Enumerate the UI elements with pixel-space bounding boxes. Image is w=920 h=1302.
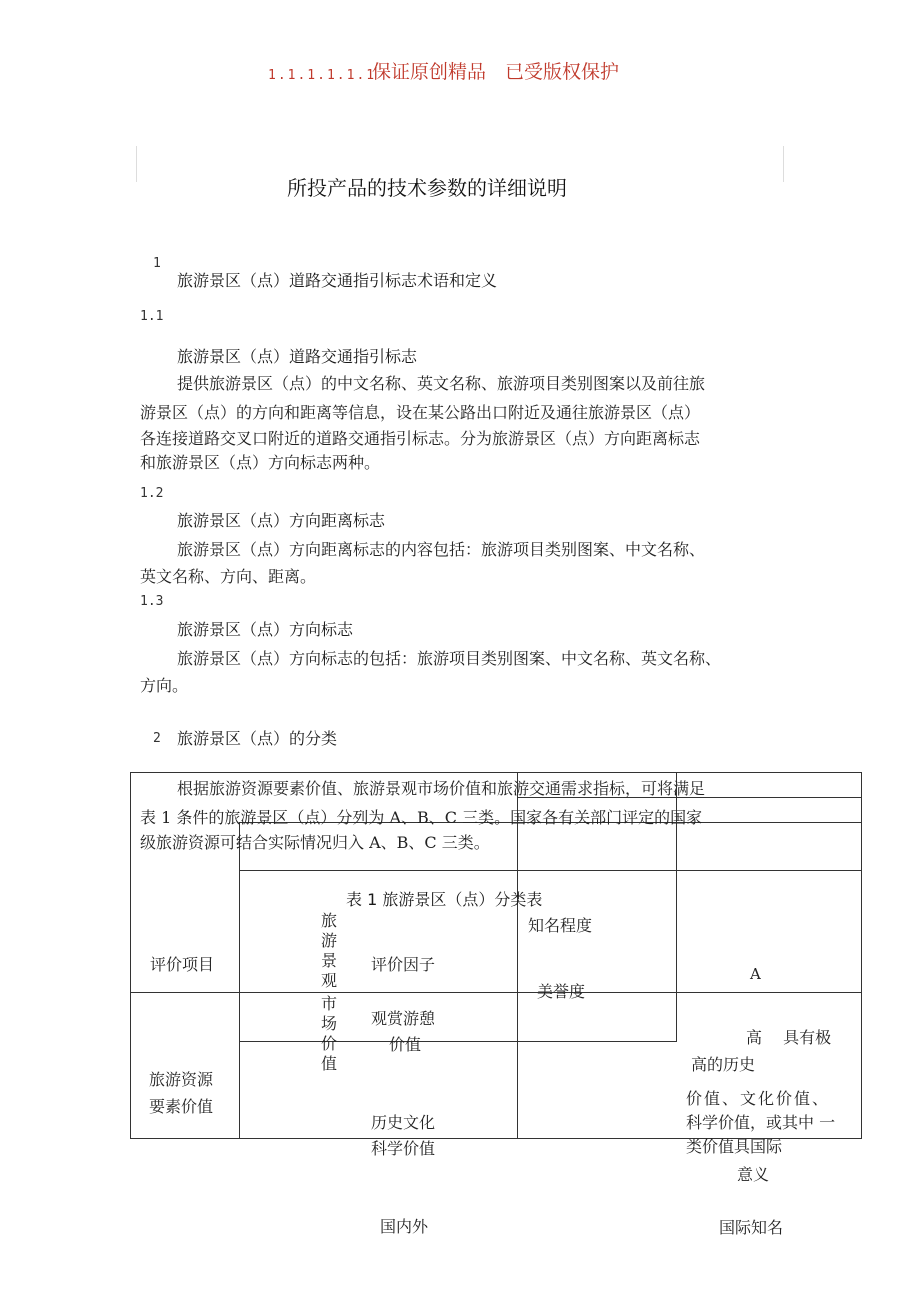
table-line — [861, 772, 862, 1139]
section-2-heading: 旅游景区（点）的分类 — [177, 729, 338, 748]
class-a-text: 高的历史 — [691, 1055, 756, 1074]
paragraph-line: 旅游景区（点）方向距离标志的内容包括：旅游项目类别图案、中文名称、 — [177, 540, 706, 559]
section-1-number: 1 — [153, 256, 161, 271]
paragraph-line: 旅游景区（点）方向标志的包括：旅游项目类别图案、中文名称、英文名称、 — [177, 649, 722, 668]
doc-title: 所投产品的技术参数的详细说明 — [287, 176, 567, 200]
footer-domestic: 国内外 — [380, 1217, 429, 1236]
table-line — [130, 772, 862, 773]
section-1-3-number: 1.3 — [140, 594, 164, 609]
paragraph-line: 英文名称、方向、距离。 — [140, 567, 317, 586]
class-a-text: 高 具有极 — [746, 1028, 832, 1047]
footer-international: 国际知名 — [719, 1218, 784, 1237]
row-resource-line-1: 旅游资源 — [149, 1070, 214, 1089]
section-1-2-number: 1.2 — [140, 486, 164, 501]
copyright-watermark: 保证原创精品 已受版权保护 — [372, 61, 620, 83]
margin-mark-left — [136, 146, 137, 182]
factor-viewing-line-1: 观赏游憩 — [371, 1009, 436, 1028]
section-1-1-paragraph — [140, 370, 800, 476]
header-market-vertical: 市场价值 — [320, 994, 337, 1073]
header-eval-item: 评价项目 — [150, 955, 215, 974]
header-reputation: 美誉度 — [537, 982, 586, 1001]
section-1-2-heading: 旅游景区（点）方向距离标志 — [177, 511, 386, 530]
class-a-text: 科学价值，或其中 一 — [686, 1113, 836, 1132]
paragraph-line: 各连接道路交叉口附近的道路交通指引标志。分为旅游景区（点）方向距离标志 — [140, 429, 701, 448]
row-resource-line-2: 要素价值 — [149, 1097, 214, 1116]
paragraph-line: 和旅游景区（点）方向标志两种。 — [140, 453, 381, 472]
paragraph-line: 级旅游资源可结合实际情况归入 A、B、C 三类。 — [140, 833, 490, 852]
class-a-text: 类价值具国际 — [686, 1137, 783, 1156]
factor-history-line-2: 科学价值 — [371, 1139, 436, 1158]
paragraph-line: 提供旅游景区（点）的中文名称、英文名称、旅游项目类别图案以及前往旅 — [177, 374, 706, 393]
section-1-1-number: 1.1 — [140, 309, 164, 324]
paragraph-line: 表 1 条件的旅游景区（点）分列为 A、B、C 三类。国家各有关部门评定的国家 — [140, 808, 703, 827]
table-line — [130, 772, 131, 1139]
section-1-1-heading: 旅游景区（点）道路交通指引标志 — [177, 347, 418, 366]
table-caption: 表 1 旅游景区（点）分类表 — [346, 890, 543, 909]
table-line — [240, 1041, 677, 1042]
header-eval-factor: 评价因子 — [371, 955, 436, 974]
paragraph-line: 根据旅游资源要素价值、旅游景观市场价值和旅游交通需求指标，可将满足 — [177, 779, 706, 798]
class-a-text: 价值、文化价值、 — [686, 1089, 831, 1108]
factor-history-line-1: 历史文化 — [371, 1113, 436, 1132]
header-class-a: A — [750, 965, 761, 983]
class-a-text: 意义 — [737, 1165, 770, 1184]
section-1-heading: 旅游景区（点）道路交通指引标志术语和定义 — [177, 271, 498, 290]
header-number: 1.1.1.1.1.1 — [268, 68, 377, 83]
margin-mark-right — [783, 146, 784, 182]
paragraph-line: 方向。 — [140, 676, 189, 695]
section-1-2-paragraph — [140, 536, 800, 590]
factor-viewing-line-2: 价值 — [389, 1035, 422, 1054]
section-2-number: 2 — [153, 731, 161, 746]
table-line — [240, 870, 862, 871]
header-fame: 知名程度 — [528, 916, 593, 935]
header-landscape-vertical: 旅游景观 — [320, 911, 337, 990]
section-1-3-paragraph — [140, 645, 800, 699]
table-line — [239, 822, 240, 1139]
section-1-3-heading: 旅游景区（点）方向标志 — [177, 620, 354, 639]
paragraph-line: 游景区（点）的方向和距离等信息，设在某公路出口附近及通往旅游景区（点） — [140, 403, 701, 422]
section-2-paragraph — [140, 775, 820, 856]
